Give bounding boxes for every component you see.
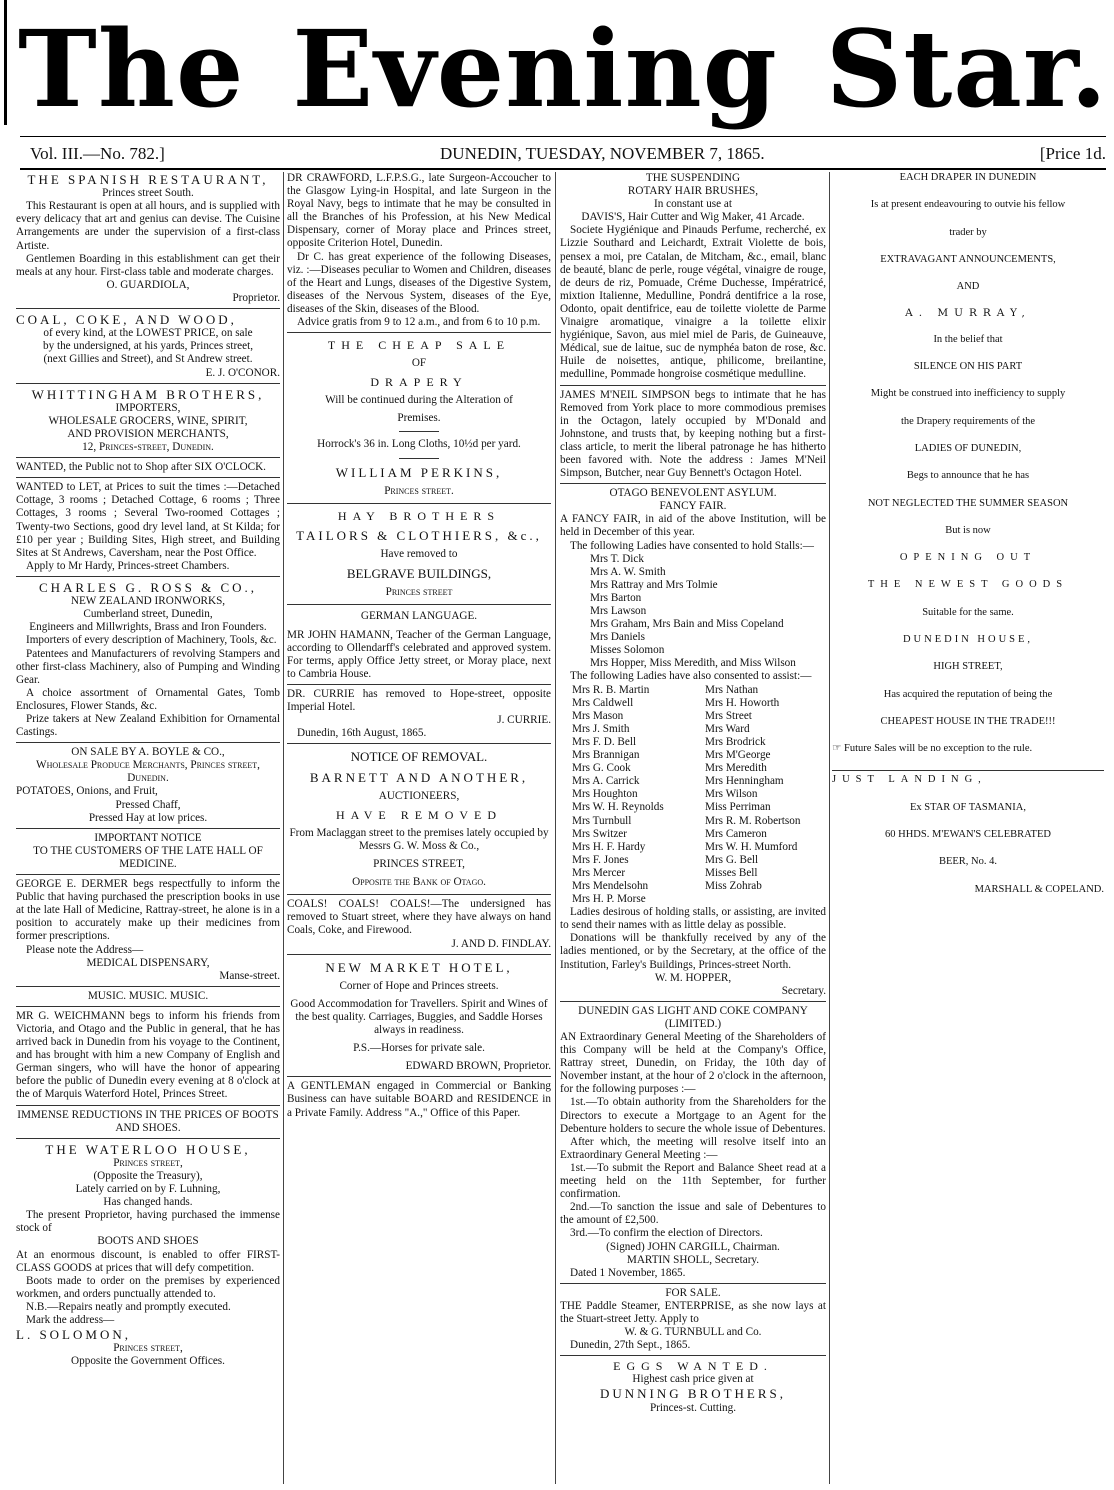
list-item: Mrs Street [705,709,752,722]
col3-text: JAMES M'NEIL SIMPSON begs to intimate that he has Removed from York place to more commodious premises in the Octagon, lately occupied by M'Donald and Johnstone, and trusts that, by keeping nothing but a first-class article, to merit the liberal patronage he has hitherto been favored with. Note the address : James M'Neil Simpson, Butcher, near Guy Bennett's Octagon Hotel. [560,388,826,480]
list-item: Mrs F. D. Bell [572,735,637,748]
col1-text: WHITTINGHAM BROTHERS, [31,386,265,402]
col1-text: (Opposite the Treasury), [93,1170,203,1183]
list-item: Mrs Mendelsohn [572,879,649,892]
list-item: Mrs F. Jones [572,853,629,866]
col1-text: WHOLESALE GROCERS, WINE, SPIRIT, [48,414,248,427]
col2-text: Have removed to [380,548,458,561]
divider [287,954,551,955]
col2-text: HAVE REMOVED [335,807,503,822]
col3b-text: FOR SALE. [665,1286,721,1299]
title-word-2: Evening [292,6,778,131]
col1-text: Gentlemen Boarding in this establishment can get their meals at any hour. First-class table and moderate charges. [16,252,280,278]
col2-text: DR CRAWFORD, L.F.P.S.G., late Surgeon-Accoucher to the Glasgow Lying-in Hospital, and late Surgeon in the Royal Navy, begs to intimate that he may be consulted in all the Branches of his Profession, at his New Medical Dispensary, corner of Moray place and Princes street, opposite Criterion Hotel, Dunedin. [287,172,551,250]
col3b-text: MARTIN SHOLL, Secretary. [626,1253,760,1266]
col4-text: Begs to announce that he has [906,470,1030,482]
col2-text: Princes street [385,586,453,599]
col1-text: TO THE CUSTOMERS OF THE LATE HALL OF MEDICINE. [33,844,263,870]
col3b-text: Dated 1 November, 1865. [570,1266,686,1279]
col1-text: Manse-street. [219,969,280,982]
column-4 [832,172,1104,1484]
col4-text: A. MURRAY, [905,307,1031,320]
col2-text: OF [411,357,427,370]
col4-text: trader by [949,226,987,238]
col2-text: P.S.—Horses for private sale. [353,1042,485,1055]
divider [560,1283,826,1284]
col1-text: 12, Princes-street, Dunedin. [82,441,214,454]
list-item: Mrs Switzer [572,827,627,840]
col1-text: THE WATERLOO HOUSE, [45,1141,251,1157]
col1-text: Proprietor. [232,291,280,304]
assistants-list [560,684,826,907]
col1-text: O. GUARDIOLA, [106,278,190,291]
col3b-text: Secretary. [781,984,826,997]
col2-text: Dunedin, 16th August, 1865. [297,727,427,740]
col1-text: Boots made to order on the premises by experienced workmen, and orders punctually attended to. [16,1274,280,1300]
col2-text: TAILORS & CLOTHIERS, &c., [296,527,542,543]
col2-text: THE CHEAP SALE [327,338,511,353]
list-item: Misses Bell [705,866,758,879]
col4-text: SILENCE ON HIS PART [913,361,1023,373]
col2-text: GERMAN LANGUAGE. [360,610,478,623]
col4-text: OPENING OUT [899,552,1037,564]
col3-text: The following Ladies have consented to hold Stalls:— [570,539,814,552]
dateline [30,144,1106,166]
list-item: Mrs M'George [705,749,771,762]
col2-text: DR. CURRIE has removed to Hope-street, opposite Imperial Hotel. [287,687,551,714]
masthead [0,0,1114,163]
title-word-3: Star. [825,6,1108,131]
title-rule [20,136,1106,137]
list-item: Mrs Mercer [572,866,626,879]
col2-text: BELGRAVE BUILDINGS, [346,566,492,582]
list-item: Mrs R. B. Martin [572,683,650,696]
col4-text: EXTRAVAGANT ANNOUNCEMENTS, [880,253,1056,265]
col3b-text: Donations will be thankfully received by any of the ladies mentioned, or by the Secretary, at the office of the Institution, Farley's Buildings, Princes-street North. [560,932,826,971]
col3b-text: 1st.—To submit the Report and Balance Sheet read at a meeting held on the 11th September, for further confirmation. [560,1161,826,1201]
col1-text: (next Gillies and Street), and St Andrew street. [43,353,253,366]
divider [560,483,826,484]
column-3 [560,172,826,1484]
col1-text: Engineers and Millwrights, Brass and Iron Founders. [29,621,267,634]
divider [16,477,280,478]
col2-text: EDWARD BROWN, Proprietor. [405,1060,551,1073]
col1-text: Prize takers at New Zealand Exhibition for Ornamental Castings. [16,713,280,739]
col4-text: Is at present endeavouring to outvie his fellow [870,199,1066,211]
list-item: Misses Solomon [590,644,665,657]
col2-text: PRINCES STREET, [373,858,465,871]
col4-text: AND [956,281,980,293]
list-item: Mrs Hopper, Miss Meredith, and Miss Wilson [590,657,796,670]
divider [287,894,551,895]
col4-text: In the belief that [933,333,1003,345]
col1-text: E. J. O'CONOR. [205,366,280,379]
list-item: Mrs J. Smith [572,722,630,735]
divider [399,458,439,459]
divider [16,383,280,384]
col4-text: THE NEWEST GOODS [867,579,1069,591]
col2-text: From Maclaggan street to the premises lately occupied by Messrs G. W. Moss & Co., [289,826,549,852]
list-item: Mrs G. Cook [572,762,631,775]
list-item: Mrs Caldwell [572,696,634,709]
col2-text: WILLIAM PERKINS, [335,464,503,480]
col3-text: DAVIS'S, Hair Cutter and Wig Maker, 41 Arcade. [581,211,805,224]
col3-text: THE SUSPENDING [645,172,741,184]
col3-text: OTAGO BENEVOLENT ASYLUM. [609,487,777,500]
col2-text: Will be continued during the Alteration of [325,394,513,407]
col2-text: AUCTIONEERS, [378,789,460,802]
col2-text: Advice gratis from 9 to 12 a.m., and from 6 to 10 p.m. [297,316,541,329]
col3b-text: AN Extraordinary General Meeting of the Shareholders of this Company will be held at the Company's Office, Rattray street, Dunedin, on Friday, the 10th day of November instant, at the hour of 2 o'clock in the afternoon, for the following purposes :— [560,1031,826,1096]
divider [560,385,826,386]
list-item: Mrs Meredith [705,762,767,775]
col4-text: Might be construed into inefficiency to supply [870,388,1066,400]
title-word-1: The [18,6,245,131]
col2-text: Dr C. has great experience of the following Diseases, viz. :—Diseases peculiar to Women and Children, diseases of the Heart and Lungs, diseases of the Digestive System, diseases of the Nervous System, diseases of the Eye, diseases of the Skin, diseases of the Blood. [287,250,551,315]
col3-text: FANCY FAIR. [659,500,727,513]
list-item: Mrs W. H. Reynolds [572,801,664,814]
col4-text: EACH DRAPER IN DUNEDIN [899,172,1037,183]
list-item: Mrs Brodrick [705,735,766,748]
list-item: Miss Zohrab [705,879,762,892]
col1-text: L. SOLOMON, [16,1327,131,1343]
assistants-left [560,684,693,907]
col1-text: NEW ZEALAND IRONWORKS, [70,595,226,608]
col4-text: 60 HHDS. M'EWAN'S CELEBRATED [885,828,1051,840]
col2-text: Opposite the Bank of Otago. [352,876,486,889]
list-item: Mrs Brannigan [572,749,640,762]
col3b-text: 1st.—To obtain authority from the Shareholders for the Directors to execute a Mortgage to an Agent for the Debenture holders to secure the whole issue of Debentures. [560,1096,826,1135]
list-item: Mrs T. Dick [590,552,644,565]
col4-text: JUST LANDING, [832,774,987,786]
col3b-text: EGGS WANTED. [613,1359,773,1374]
column-1 [16,172,280,1484]
col4-text: the Drapery requirements of the [900,415,1036,427]
list-item: Mrs A. W. Smith [590,565,666,578]
list-item: Mrs Rattray and Mrs Tolmie [590,578,718,591]
list-item: Mrs Turnbull [572,814,632,827]
col1-text: Princes street, [113,1156,183,1169]
col3b-text: Highest cash price given at [632,1373,754,1386]
list-item: Mrs Houghton [572,788,638,801]
col1-text: COAL, COKE, AND WOOD, [16,312,237,328]
col1-text: Pressed Chaff, [115,798,181,811]
list-item: Mrs Nathan [705,683,759,696]
col3b-text: W. & G. TURNBULL and Co. [624,1326,762,1339]
column-divider [283,172,284,1484]
divider [287,332,551,333]
column-divider [555,172,556,1484]
col1-text: MUSIC. MUSIC. MUSIC. [87,989,209,1002]
col3-text: A FANCY FAIR, in aid of the above Institution, will be held in December of this year. [560,513,826,539]
divider [16,986,280,987]
col2-text: MR JOHN HAMANN, Teacher of the German Language, according to Ollendarff's celebrated and approved system. For terms, apply Office Jetty street, or Moray place, next to Cambria House. [287,628,551,680]
col1-text: IMMENSE REDUCTIONS IN THE PRICES OF BOOTS AND SHOES. [17,1108,279,1134]
col3b-text: THE Paddle Steamer, ENTERPRISE, as she now lays at the Stuart-street Jetty. Apply to [560,1299,826,1325]
divider [287,684,551,685]
col4-text: HIGH STREET, [933,661,1003,673]
col2-text: J. AND D. FINDLAY. [451,937,551,950]
col3b-text: W. M. HOPPER, [654,971,732,984]
list-item: Mrs Mason [572,709,624,722]
col1-text: BOOTS AND SHOES [97,1235,199,1248]
col1-text: This Restaurant is open at all hours, and is supplied with every delicacy that art and genius can devise. The Cuisine Arrangements are under the supervision of a first-class Artiste. [16,200,280,252]
col2-text: Princes street. [384,484,454,497]
col1-text: AND PROVISION MERCHANTS, [67,428,229,441]
divider [16,1006,280,1007]
col1-text: Lately carried on by F. Luhning, [75,1183,221,1196]
col4-text: NOT NEGLECTED THE SUMMER SEASON [867,497,1069,509]
divider [16,742,280,743]
price: [Price 1d. [1039,144,1106,163]
divider [287,1076,551,1077]
list-item: Mrs Henningham [705,775,784,788]
divider [287,743,551,744]
divider [287,503,551,504]
list-item: Mrs W. H. Mumford [705,840,798,853]
divider [16,874,280,875]
col1-text: Opposite the Government Offices. [71,1355,225,1368]
col3b-text: Princes-st. Cutting. [649,1401,737,1414]
col3-text: ROTARY HAIR BRUSHES, [627,185,759,198]
col1-text: IMPORTERS, [115,401,181,414]
volume-number: Vol. III.—No. 782.] [30,144,165,163]
col3b-text: Dunedin, 27th Sept., 1865. [570,1339,691,1352]
col1-text: GEORGE E. DERMER begs respectfully to inform the Public that having purchased the prescription books in use at the late Hall of Medicine, Rattray-street, he alone is in a position to accurately make up their medicines from former prescriptions. [16,878,280,943]
col2-text: Corner of Hope and Princes streets. [339,979,499,992]
col1-text: by the undersigned, at his yards, Princes street, [42,340,254,353]
col1-text: Princes street, [113,1342,183,1355]
col4-text: ☞ Future Sales will be no exception to the rule. [832,743,1033,755]
col1-text: Cumberland street, Dunedin, [83,608,213,621]
assist-intro: The following Ladies have also consented to assist:— [570,670,812,683]
col1-text: MEDICAL DISPENSARY, [86,956,210,969]
left-rule [4,0,7,125]
col4-text: DUNEDIN HOUSE, [902,634,1034,645]
col2-text: DRAPERY [370,375,468,390]
col1-text: POTATOES, Onions, and Fruit, [16,785,158,798]
col1-text: Mark the address— [26,1314,115,1327]
col1-text: WANTED, the Public not to Shop after SIX O'CLOCK. [16,461,266,474]
divider [16,1138,280,1139]
divider [16,1105,280,1106]
newspaper-title [18,8,1108,130]
col2-text: Premises. [397,412,441,425]
divider [16,457,280,458]
list-item: Mrs Lawson [590,605,647,617]
col2-text: NEW MARKET HOTEL, [325,959,513,975]
col1-text: of every kind, at the LOWEST PRICE, on sale [43,327,253,340]
col4-text: BEER, No. 4. [938,856,998,868]
list-item: Mrs Wilson [705,788,758,801]
divider [16,576,280,577]
list-item: Mrs G. Bell [705,853,759,866]
col1-text: MR G. WEICHMANN begs to inform his friends from Victoria, and Otago and the Public in general, that he has arrived back in Dunedin from his voyage to the Continent, and has brought with him a new Company of English and German singers, who will have the honor of appearing before the public of Dunedin every evening at 8 o'clock at the of Marquis Waterford Hotel, Princes Street. [16,1009,280,1101]
col2-text: J. CURRIE. [497,714,551,727]
col1-text: A choice assortment of Ornamental Gates, Tomb Enclosures, Flower Stands, &c. [16,686,280,712]
col1-text: Importers of every description of Machinery, Tools, &c. [26,634,277,647]
list-item: Miss Perriman [705,801,771,814]
list-item: Mrs Cameron [705,827,767,840]
col4-text: Ex STAR OF TASMANIA, [910,801,1026,813]
col1-text: Please note the Address— [26,943,144,956]
dateline-rule [20,168,1106,170]
divider [399,431,439,432]
col2-text: A GENTLEMAN engaged in Commercial or Banking Business can have suitable BOARD and RESIDENCE in a Private Family. Address "A.," Office of this Paper. [287,1080,551,1119]
list-item: Mrs Barton [590,591,642,604]
col3b-text: 2nd.—To sanction the issue and sale of Debentures to the amount of £2,500. [560,1201,826,1227]
col1-text: Has changed hands. [103,1196,193,1209]
divider [832,770,1104,771]
col4-text: CHEAPEST HOUSE IN THE TRADE!!! [880,715,1056,727]
column-3-top [560,172,826,553]
col2-text: BARNETT AND ANOTHER, [309,769,529,785]
col1-text: IMPORTANT NOTICE [94,831,202,844]
issue-date: DUNEDIN, TUESDAY, NOVEMBER 7, 1865. [440,144,765,163]
list-item: Mrs H. Howorth [705,696,780,709]
col1-text: Patentees and Manufacturers of revolving Stampers and other first-class Machinery, also of Pumping and Winding Gear. [16,647,280,686]
col2-text: HAY BROTHERS [337,508,501,523]
list-item: Mrs Graham, Mrs Bain and Miss Copeland [590,618,784,631]
divider [560,1001,826,1002]
divider [560,1355,826,1356]
col1-text: The present Proprietor, having purchased the immense stock of [16,1209,280,1235]
col3-text: Societe Hygiénique and Pinauds Perfume, recherché, ex Lizzie Southard and Leichardt, Extrait Violette de bois, pensex a moi, pre Catalan, de Mitcham, &c., email, blanc de beauté, blanc de perle, rouge végétal, vinaigre de rouge, de deurs de riz, Pomuade, Créme Duchesse, Impératricé, mixtion Italienne, Medulline, Pondrá dentifrice a la rose, Odonto, opait dentifrice, eau de toilette violette de Parme Vinaigre aromatique, vinaigre a la toilette elixir hygiénique, Savon, aus miel miel de Paris, de Guineauve, Médical, sue de laitue, suc de nymphéa baton de rose, &c. Huile de noisettes, antique, philicome, breilantine, medulline, Pommade hongroise cosmétique medulline. [560,224,826,381]
col1-text: Princes street South. [102,187,194,200]
col3b-text: DUNEDIN GAS LIGHT AND COKE COMPANY (LIMITED.) [578,1004,808,1030]
col1-text: ON SALE BY A. BOYLE & CO., [71,746,225,759]
col3b-text: 3rd.—To confirm the election of Directors. [570,1227,763,1240]
stall-holders-list [590,553,826,671]
col3b-text: Ladies desirous of holding stalls, or assisting, are invited to send their names with as little delay as possible. [560,906,826,932]
col3b-text: DUNNING BROTHERS, [599,1386,787,1402]
list-item: Mrs H. P. Morse [572,893,646,906]
divider [16,308,280,309]
col1-text: Apply to Mr Hardy, Princes-street Chambers. [26,559,230,572]
col2-text: Horrock's 36 in. Long Cloths, 10½d per yard. [317,438,521,451]
col1-text: N.B.—Repairs neatly and promptly executed. [26,1300,231,1313]
col1-text: WANTED to LET, at Prices to suit the times :—Detached Cottage, 3 rooms ; Detached Cottage, 6 rooms ; Three Cottages, 3 rooms ; Several Two-roomed Cottages ; Twenty-two Sections, good dry level land, at St Kilda; for £10 per year ; Building Sites, High street, and Building Sites at St Andrews, Caversham, near the Post Office. [16,481,280,559]
col2-text: NOTICE OF REMOVAL. [350,749,488,765]
col3b-text: After which, the meeting will resolve itself into an Extraordinary General Meeting :— [560,1135,826,1161]
list-item: Mrs Ward [705,722,750,735]
col4-text: MARSHALL & COPELAND. [974,883,1104,895]
column-divider [829,172,830,1484]
list-item: Mrs R. M. Robertson [705,814,801,827]
col1-text: Wholesale Produce Merchants, Princes street, Dunedin. [36,759,260,785]
col2-text: COALS! COALS! COALS!—The undersigned has removed to Stuart street, where they have always on hand Coals, Coke, and Firewood. [287,898,551,937]
column-3-bottom [560,906,826,1415]
col3-text: In constant use at [654,198,732,211]
column-2 [287,172,551,1484]
divider [16,828,280,829]
list-item: Mrs H. F. Hardy [572,840,646,853]
col1-text: THE SPANISH RESTAURANT, [27,172,269,187]
col4-text: LADIES OF DUNEDIN, [914,443,1022,455]
col2-text: Good Accommodation for Travellers. Spirit and Wines of the best quality. Carriages, Buggies, and Saddle Horses always in readiness. [290,997,548,1037]
col4-text: Has acquired the reputation of being the [883,688,1053,700]
col4-text: But is now [945,524,991,536]
col4-text: Suitable for the same. [922,606,1014,618]
col1-text: CHARLES G. ROSS & CO., [38,579,258,595]
divider [287,604,551,605]
col1-text: At an enormous discount, is enabled to offer FIRST-CLASS GOODS at prices that will defy competition. [16,1248,280,1274]
list-item: Mrs Daniels [590,631,645,644]
list-item: Mrs A. Carrick [572,775,640,788]
col3b-text: (Signed) JOHN CARGILL, Chairman. [606,1240,780,1253]
col1-text: Pressed Hay at low prices. [88,811,208,824]
assistants-right [693,684,826,907]
